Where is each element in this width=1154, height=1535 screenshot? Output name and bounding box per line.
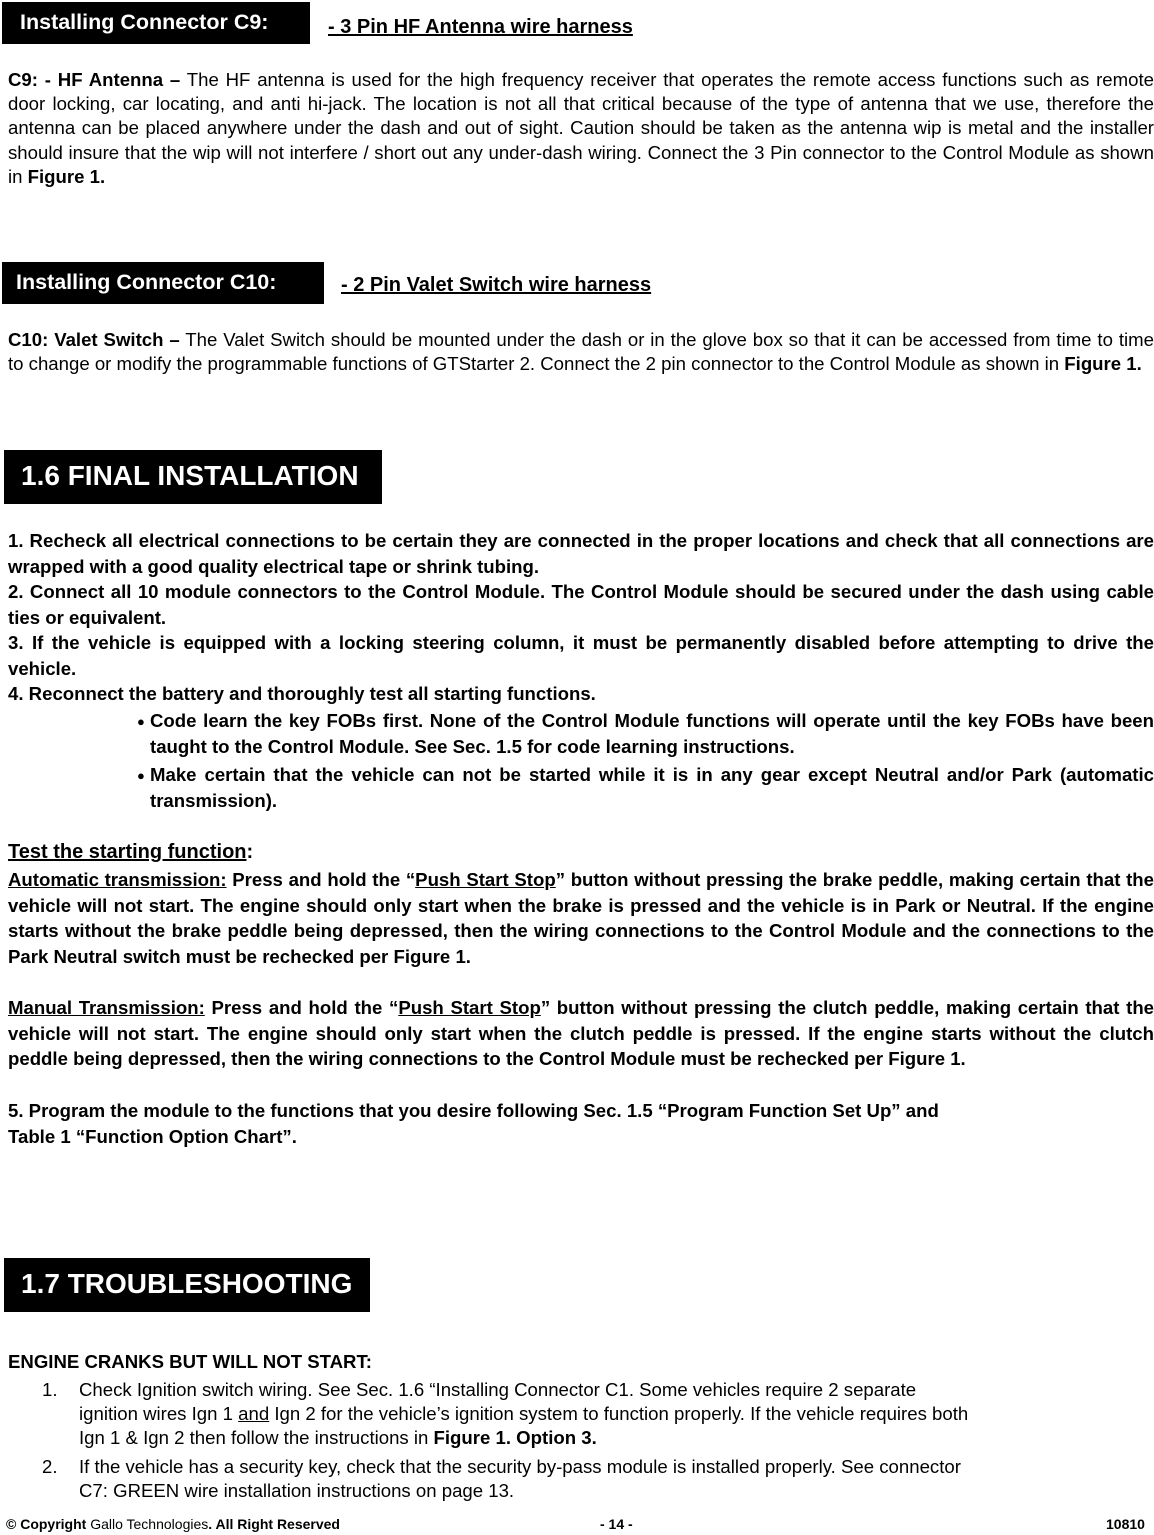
final-bullet-2: Make certain that the vehicle can not be started while it is in any gear except Neutral and/or Park (automatic transmission).: [150, 764, 1154, 811]
automatic-text-a: Press and hold the “: [232, 869, 416, 890]
final-item-2: 2. Connect all 10 module connectors to the Control Module. The Control Module should be secured under the dash using cable ties or equivalent.: [8, 581, 1154, 628]
automatic-transmission-paragraph: [8, 867, 1154, 969]
bullet-dot: ●: [137, 768, 145, 783]
troubleshooting-item-1: [79, 1378, 968, 1450]
troubleshooting-item-2-line-1: If the vehicle has a security key, check that the security by-pass module is installed properly. See connector: [79, 1456, 961, 1477]
troubleshooting-heading: 1.7 TROUBLESHOOTING: [4, 1258, 370, 1312]
final-item-4: 4. Reconnect the battery and thoroughly test all starting functions.: [8, 683, 596, 704]
c9-section-badge: Installing Connector C9:: [2, 2, 310, 44]
manual-text-a: Press and hold the “: [211, 997, 399, 1018]
line-3-start: Ign 1 & Ign 2 then follow the instructions in: [79, 1427, 434, 1448]
footer-document-code: 10810: [1106, 1516, 1145, 1532]
c10-paragraph: [8, 328, 1154, 376]
manual-text-b: ” button without pressing the clutch peddle, making certain that the vehicle will not start. The engine should only start when the clutch peddle is pressed. If the engine starts without the clutch peddle being depressed, then the wiring connections to the Control Module must be rechecked per Figure 1.: [8, 997, 1154, 1069]
bullet-dot: ●: [137, 714, 145, 729]
push-start-stop-ref: Push Start Stop: [415, 869, 556, 890]
test-heading: [8, 841, 253, 864]
footer-page-number: - 14 -: [600, 1516, 633, 1532]
c9-paragraph: [8, 68, 1154, 189]
troubleshooting-item-1-line-2: [79, 1402, 968, 1426]
troubleshooting-item-2: [79, 1455, 961, 1503]
troubleshooting-item-2-number: 2.: [42, 1456, 58, 1477]
c9-figure-ref: Figure 1.: [27, 165, 106, 187]
automatic-text-b: ” button without pressing the brake peddle, making certain that the vehicle will not start. The engine should only start when the brake is pressed and the vehicle is in Park or Neutral. If the engine starts without the brake peddle being depressed, then the wiring connections to the Control Module and the connections to the Park Neutral switch must be rechecked per Figure 1.: [8, 869, 1154, 967]
final-item-5: [8, 1098, 939, 1149]
final-item-5-line-2: Table 1 “Function Option Chart”.: [8, 1125, 297, 1147]
test-heading-colon: :: [246, 841, 254, 863]
final-item-5-line-1: 5. Program the module to the functions that you desire following Sec. 1.5 “Program Function Set Up” and: [8, 1100, 939, 1121]
c10-figure-ref: Figure 1.: [1064, 353, 1142, 375]
rights-text: . All Right Reserved: [208, 1516, 340, 1532]
c9-lead: C9: - HF Antenna –: [8, 69, 181, 90]
footer-copyright: [6, 1516, 340, 1532]
final-item-3: 3. If the vehicle is equipped with a locking steering column, it must be permanently disabled before attempting to drive the vehicle.: [8, 632, 1154, 679]
c10-lead: C10: Valet Switch –: [8, 329, 180, 350]
figure-option-ref: Figure 1. Option 3.: [433, 1427, 597, 1448]
troubleshooting-item-1-number: 1.: [42, 1379, 58, 1400]
c9-body: The HF antenna is used for the high frequency receiver that operates the remote access functions such as remote door locking, car locating, and anti hi-jack. The location is not all that critical because of the type of antenna that we use, therefore the antenna can be placed anywhere under the dash and out of sight. Caution should be taken as the antenna wip is metal and the installer should insure that the wip will not interfere / short out any under-dash wiring. Connect the 3 Pin connector to the Control Module as shown in: [8, 69, 1154, 187]
c9-subtitle: - 3 Pin HF Antenna wire harness: [328, 16, 633, 38]
c10-subtitle: - 2 Pin Valet Switch wire harness: [341, 274, 652, 296]
copyright-mark: © Copyright: [6, 1516, 87, 1532]
test-heading-text: Test the starting function: [8, 841, 247, 863]
troubleshooting-subheading: ENGINE CRANKS BUT WILL NOT START:: [8, 1351, 372, 1372]
troubleshooting-item-1-line-1: Check Ignition switch wiring. See Sec. 1.6 “Installing Connector C1. Some vehicles require 2 separate: [79, 1379, 917, 1400]
automatic-transmission-label: Automatic transmission:: [8, 869, 227, 890]
manual-transmission-paragraph: [8, 995, 1154, 1072]
final-bullet-1: Code learn the key FOBs first. None of the Control Module functions will operate until the key FOBs have been taught to the Control Module. See Sec. 1.5 for code learning instructions.: [150, 710, 1154, 757]
line-2-start: ignition wires Ign 1: [79, 1403, 239, 1424]
c10-section-badge: Installing Connector C10:: [2, 262, 324, 304]
c10-body: The Valet Switch should be mounted under the dash or in the glove box so that it can be accessed from time to time to change or modify the programmable functions of GTStarter 2. Connect the 2 pin connector to the Control Module as shown in: [8, 329, 1154, 375]
line-2-end: Ign 2 for the vehicle’s ignition system to function properly. If the vehicle requires both: [269, 1403, 969, 1424]
final-installation-heading: 1.6 FINAL INSTALLATION: [4, 450, 382, 504]
emphasis-and: and: [238, 1403, 270, 1424]
troubleshooting-item-1-line-3: [79, 1426, 968, 1450]
manual-transmission-label: Manual Transmission:: [8, 997, 205, 1018]
push-start-stop-ref: Push Start Stop: [398, 997, 541, 1018]
final-item-1: 1. Recheck all electrical connections to be certain they are connected in the proper locations and check that all connections are wrapped with a good quality electrical tape or shrink tubing.: [8, 530, 1154, 577]
troubleshooting-item-2-line-2: C7: GREEN wire installation instructions on page 13.: [79, 1480, 515, 1501]
company-name: Gallo Technologies: [90, 1516, 209, 1532]
